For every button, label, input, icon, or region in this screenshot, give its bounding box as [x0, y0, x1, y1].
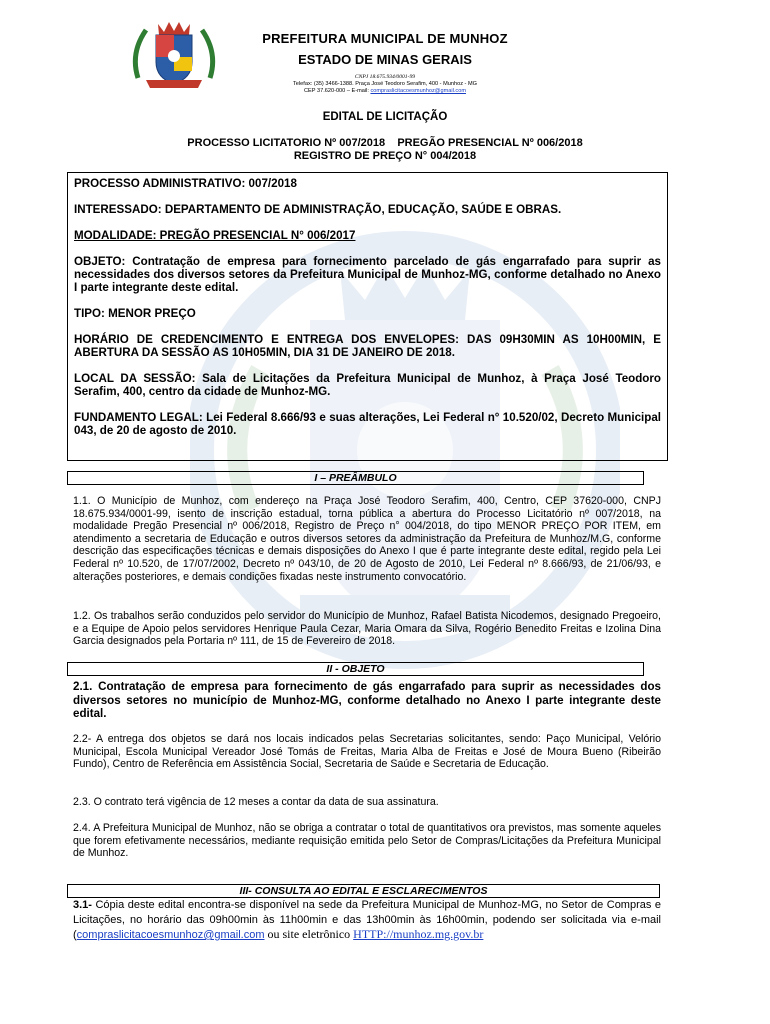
site-link[interactable]: HTTP://munhoz.mg.gov.br	[353, 927, 484, 941]
tipo: TIPO: MENOR PREÇO	[74, 307, 196, 320]
section-preambulo-title: I – PREÂMBULO	[67, 471, 644, 485]
paragraph-1-1: 1.1. O Município de Munhoz, com endereço na Praça José Teodoro Serafim, 400, Centro, CEP 37620-000, CNPJ 18.675.934/0001-99, isento de inscrição estadual, torna pública a abertura do Processo Licitatório nº 007/2018, na modalidade Pregão Presencial nº 006/2018, Registro de Preço n° 004/2018, do tipo MENOR PREÇO POR ITEM, em atendimento a secretaria de Educação e outros diversos setores da administração da Prefeitura de Munhoz/M.G, conforme descrição das especificações técnicas e demais disposições do Anexo I que é parte integrante deste edital, regido pela Lei Federal nº 10.520, de 17/07/2002, Decreto nº 043/10, de 20 de Agosto de 2010, Lei Federal nº 8.666/93, de 21/06/93, e alterações posteriores, e demais condições fixadas neste instrumento convocatório.	[73, 495, 661, 583]
consulta-email-link[interactable]: compraslicitacoesmunhoz@gmail.com	[76, 929, 265, 941]
summary-box	[67, 172, 668, 461]
section-objeto-title: II - OBJETO	[67, 662, 644, 676]
section-consulta-title: III- CONSULTA AO EDITAL E ESCLARECIMENTOS	[67, 884, 660, 898]
header-email-link[interactable]: compraslicitacoesmunhoz@gmail.com	[370, 88, 466, 94]
paragraph-3-1-lead: 3.1-	[73, 899, 92, 911]
header-cnpj: CNPJ 18.675.934/0001-99	[354, 74, 416, 80]
process-line: PROCESSO LICITATORIO Nº 007/2018 PREGÃO PRESENCIAL Nº 006/2018	[187, 137, 583, 149]
paragraph-3-1-text: Cópia deste edital encontra-se disponível na sede da Prefeitura Municipal de Munhoz-MG, no Setor de Compras e Licitações, no horário das 09h00min às 11h00min e das 13h00min às 16h00min, podendo ser solicitada via e-mail (	[73, 899, 661, 941]
local-sessao: LOCAL DA SESSÃO: Sala de Licitações da Prefeitura Municipal de Munhoz, à Praça José Teodoro Serafim, 400, centro da cidade de Munhoz-MG.	[74, 372, 661, 398]
registro-line: REGISTRO DE PREÇO N° 004/2018	[293, 150, 477, 162]
horario: HORÁRIO DE CREDENCIMENTO E ENTREGA DOS ENVELOPES: DAS 09H30MIN AS 10H00MIN, E ABERTURA DA SESSÃO AS 10H05MIN, DIA 31 DE JANEIRO DE 2018.	[74, 333, 661, 359]
objeto: OBJETO: Contratação de empresa para fornecimento parcelado de gás engarrafado para suprir as necessidades dos diversos setores da Prefeitura Municipal de Munhoz-MG, conforme detalhado no Anexo I parte integrante deste edital.	[74, 255, 661, 294]
processo-administrativo: PROCESSO ADMINISTRATIVO: 007/2018	[74, 177, 297, 190]
header-telefax: Telefax: (35) 3466-1388. Praça José Teodoro Serafim, 400 - Munhoz - MG	[293, 81, 477, 87]
header-title: PREFEITURA MUNICIPAL DE MUNHOZ	[262, 31, 508, 46]
paragraph-2-3: 2.3. O contrato terá vigência de 12 meses a contar da data de sua assinatura.	[73, 796, 439, 808]
header-cep-prefix: CEP 37.620-000 – E-mail:	[304, 88, 371, 94]
paragraph-3-1	[73, 898, 661, 943]
interessado: INTERESSADO: DEPARTAMENTO DE ADMINISTRAÇÃO, EDUCAÇÃO, SAÚDE E OBRAS.	[74, 203, 562, 216]
paragraph-2-2: 2.2- A entrega dos objetos se dará nos locais indicados pelas Secretarias solicitantes, sendo: Paço Municipal, Velório Municipal, Escola Municipal Vereador José Tomás de Freitas, Maria Alba de Freitas e José de Moura Bueno (Ribeirão Fundo), Centro de Referência em Assistência Social, Secretaria de Saúde e Secretaria de Educação.	[73, 733, 661, 771]
header-cep	[0, 88, 770, 95]
modalidade: MODALIDADE: PREGÃO PRESENCIAL N° 006/2017	[74, 229, 356, 242]
header-state: ESTADO DE MINAS GERAIS	[298, 52, 472, 67]
edital-title: EDITAL DE LICITAÇÃO	[322, 111, 448, 123]
fundamento-legal: FUNDAMENTO LEGAL: Lei Federal 8.666/93 e suas alterações, Lei Federal n° 10.520/02, Decreto Municipal 043, de 20 de agosto de 2010.	[74, 411, 661, 437]
paragraph-2-1: 2.1. Contratação de empresa para fornecimento de gás engarrafado para suprir as necessidades dos diversos setores no município de Munhoz-MG, conforme detalhado no Anexo I parte integrante deste edital.	[73, 680, 661, 720]
paragraph-3-1-mid: ou site eletrônico	[264, 927, 354, 941]
paragraph-2-4: 2.4. A Prefeitura Municipal de Munhoz, não se obriga a contratar o total de quantitativos ora previstos, mas somente aqueles que forem efetivamente necessários, mediante requisição emitida pelo Setor de Compras/Licitações da Prefeitura Municipal de Munhoz.	[73, 822, 661, 860]
paragraph-1-2: 1.2. Os trabalhos serão conduzidos pelo servidor do Município de Munhoz, Rafael Batista Nicodemos, designado Pregoeiro, e a Equipe de Apoio pelos servidores Henrique Paula Cezar, Maria Omara da Silva, Rogério Benedito Freitas e Izolina Dina Garcia designados pela Portaria nº 111, de 15 de Fevereiro de 2018.	[73, 610, 661, 648]
